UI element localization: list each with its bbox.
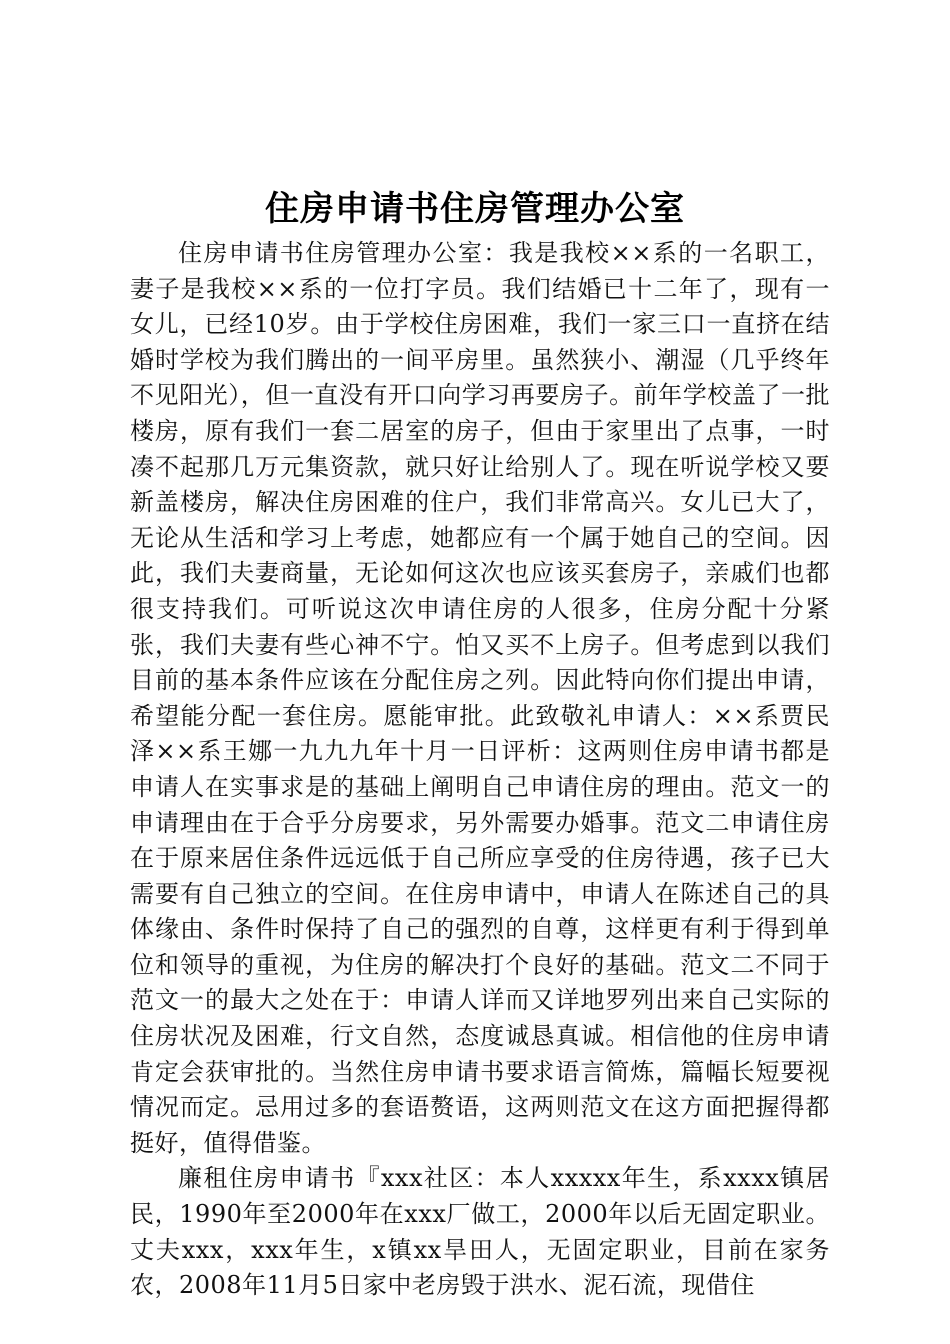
paragraph-low-rent-application: 廉租住房申请书『xxx社区：本人xxxxx年生，系xxxx镇居民，1990年至2000年在xxx厂做工，2000年以后无固定职业。丈夫xxx，xxx年生，x镇xx旱田人，无固定职业，目前在家务农，2008年11月5日家中老房毁于洪水、泥石流，现借住 — [130, 1164, 830, 1300]
document-title: 住房申请书住房管理办公室 — [265, 189, 685, 229]
document-body — [130, 236, 830, 1304]
paragraph-application-letter: 住房申请书住房管理办公室：我是我校××系的一名职工，妻子是我校××系的一位打字员。我们结婚已十二年了，现有一女儿，已经10岁。由于学校住房困难，我们一家三口一直挤在结婚时学校为我们腾出的一间平房里。虽然狭小、潮湿（几乎终年不见阳光），但一直没有开口向学习再要房子。前年学校盖了一批楼房，原有我们一套二居室的房子，但由于家里出了点事，一时凑不起那几万元集资款，就只好让给别人了。现在听说学校又要新盖楼房，解决住房困难的住户，我们非常高兴。女儿已大了，无论从生活和学习上考虑，她都应有一个属于她自己的空间。因此，我们夫妻商量，无论如何这次也应该买套房子，亲戚们也都很支持我们。可听说这次申请住房的人很多，住房分配十分紧张，我们夫妻有些心神不宁。怕又买不上房子。但考虑到以我们目前的基本条件应该在分配住房之列。因此特向你们提出申请，希望能分配一套住房。愿能审批。此致敬礼申请人：××系贾民泽××系王娜一九九九年十月一日评析：这两则住房申请书都是申请人在实事求是的基础上阐明自己申请住房的理由。范文一的申请理由在于合乎分房要求，另外需要办婚事。范文二申请住房在于原来居住条件远远低于自己所应享受的住房待遇，孩子已大需要有自己独立的空间。在住房申请中，申请人在陈述自己的具体缘由、条件时保持了自己的强烈的自尊，这样更有利于得到单位和领导的重视，为住房的解决打个良好的基础。范文二不同于范文一的最大之处在于：申请人详而又详地罗列出来自己实际的住房状况及困难，行文自然，态度诚恳真诚。相信他的住房申请肯定会获审批的。当然住房申请书要求语言简炼，篇幅长短要视情况而定。忌用过多的套语赘语，这两则范文在这方面把握得都挺好，值得借鉴。 — [130, 239, 830, 1157]
